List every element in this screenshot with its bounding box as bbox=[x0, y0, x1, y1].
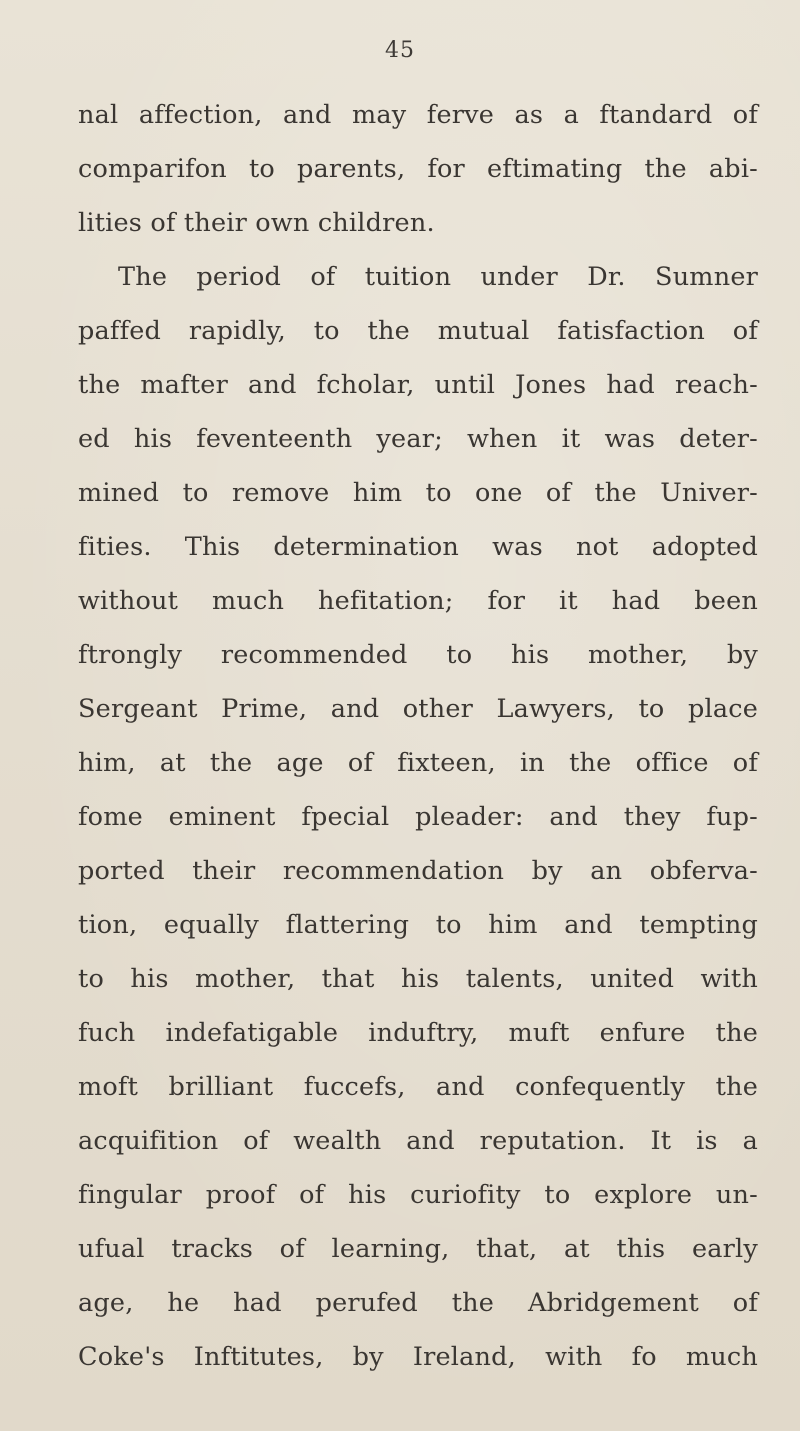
text-line: ftrongly recommended to his mother, by bbox=[78, 640, 758, 670]
text-line: age, he had perufed the Abridgement of bbox=[78, 1288, 758, 1318]
text-line: tion, equally flattering to him and tempting bbox=[78, 910, 758, 940]
text-line: the mafter and fcholar, until Jones had reach- bbox=[78, 370, 758, 400]
text-line: mined to remove him to one of the Univer- bbox=[78, 478, 758, 508]
text-line: Sergeant Prime, and other Lawyers, to place bbox=[78, 694, 758, 724]
text-line: paffed rapidly, to the mutual fatisfaction of bbox=[78, 316, 758, 346]
text-line: to his mother, that his talents, united with bbox=[78, 964, 758, 994]
text-line: fingular proof of his curiofity to explore un- bbox=[78, 1180, 758, 1210]
text-line: nal affection, and may ferve as a ftandard of bbox=[78, 100, 758, 130]
text-line: ed his feventeenth year; when it was deter- bbox=[78, 424, 758, 454]
text-line: lities of their own children. bbox=[78, 208, 435, 238]
text-line: comparifon to parents, for eftimating the abi- bbox=[78, 154, 758, 184]
page-number: 45 bbox=[385, 38, 415, 63]
text-line: fities. This determination was not adopted bbox=[78, 532, 758, 562]
text-line: fuch indefatigable induftry, muft enfure the bbox=[78, 1018, 758, 1048]
text-line: fome eminent fpecial pleader: and they fup- bbox=[78, 802, 758, 832]
text-line: him, at the age of fixteen, in the office of bbox=[78, 748, 758, 778]
text-line: without much hefitation; for it had been bbox=[78, 586, 758, 616]
text-line: acquifition of wealth and reputation. It is a bbox=[78, 1126, 758, 1156]
text-line: ported their recommendation by an obferva- bbox=[78, 856, 758, 886]
text-line: ufual tracks of learning, that, at this early bbox=[78, 1234, 758, 1264]
text-line: moft brilliant fuccefs, and confequently the bbox=[78, 1072, 758, 1102]
text-line: Coke's Inftitutes, by Ireland, with fo much bbox=[78, 1342, 758, 1372]
text-line: The period of tuition under Dr. Sumner bbox=[118, 262, 758, 292]
body-text bbox=[78, 88, 758, 1384]
